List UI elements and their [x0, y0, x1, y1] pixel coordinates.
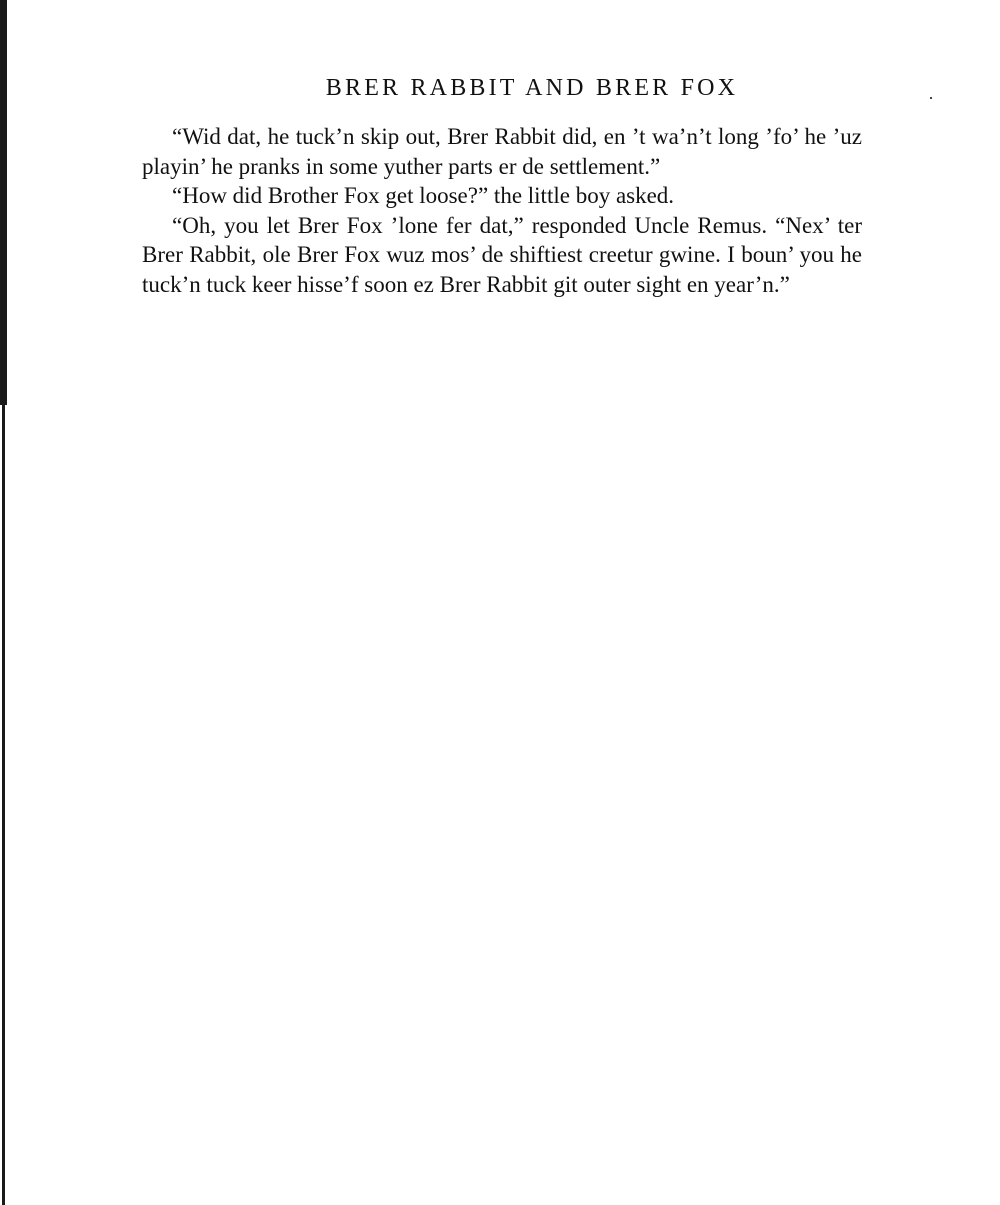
scan-edge-line [2, 405, 5, 1205]
paragraph: “How did Brother Fox get loose?” the little boy asked. [172, 183, 675, 208]
scan-speck [930, 97, 932, 99]
body-text [142, 122, 862, 299]
paragraph: “Wid dat, he tuck’n skip out, Brer Rabbit did, en ’t wa’n’t long ’fo’ he ’uz playin’ he pranks in some yuther parts er de settlement.” [142, 124, 862, 179]
running-head: BRER RABBIT AND BRER FOX [325, 75, 739, 101]
paragraph: “Oh, you let Brer Fox ’lone fer dat,” responded Uncle Remus. “Nex’ ter Brer Rabbit, ole Brer Fox wuz mos’ de shiftiest creetur gwine. I boun’ you he tuck’n tuck keer hisse’f soon ez Brer Rabbit git outer sight en year’n.” [142, 212, 862, 297]
scan-binding-edge [0, 0, 7, 1205]
book-page [142, 70, 862, 299]
scan-edge-shadow [0, 0, 7, 405]
